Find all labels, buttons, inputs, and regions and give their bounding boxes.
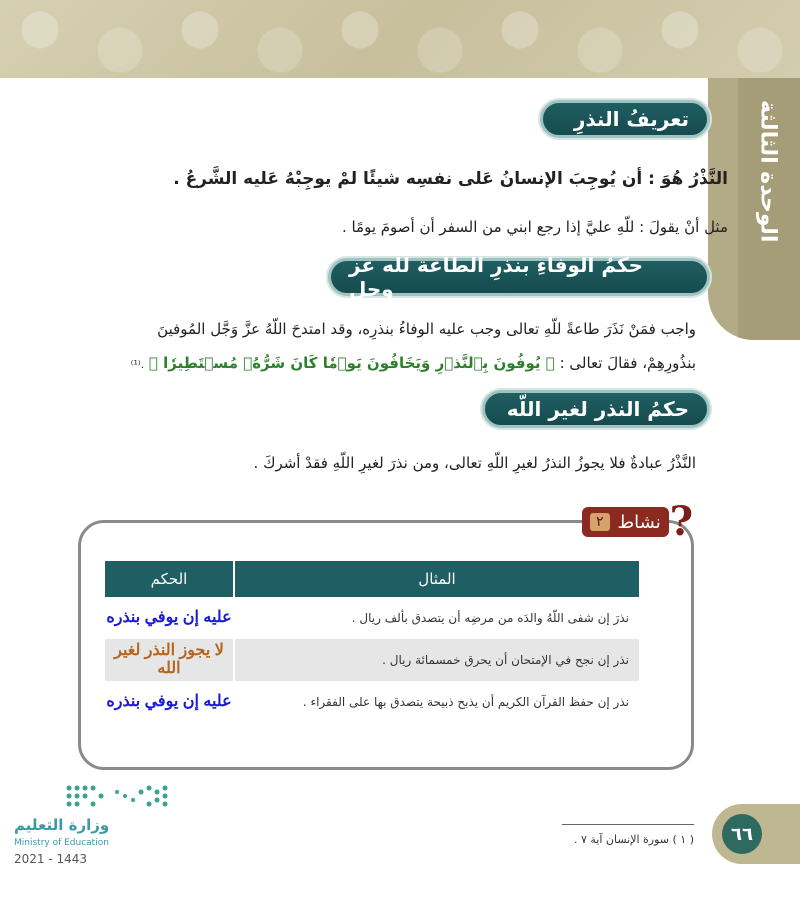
fulfillment-line-2-prefix: بنذُورِهِمْ، فقالَ تعالى : xyxy=(559,354,696,372)
ruling-cell[interactable]: عليه إن يوفي بنذره xyxy=(104,681,234,723)
definition-example: مثل أنْ يقولَ : للّهِ عليَّ إذا رجع ابني من السفر أن أصومَ يومًا . xyxy=(341,218,728,236)
activity-label-text: نشاط xyxy=(617,511,661,533)
ruling-cell[interactable]: عليه إن يوفي بنذره xyxy=(104,597,234,639)
example-cell: نذر إن حفظ القرآن الكريم أن يذبح ذبيحة يتصدق بها على الفقراء . xyxy=(234,681,639,723)
example-cell: نذر إن نجح في الإمتحان أن يحرق خمسمائة ريال . xyxy=(234,639,639,681)
section-heading-other-than-allah-text: حكمُ النذر لغير اللّه xyxy=(506,397,689,421)
ministry-name-ar: وزارة التعليم xyxy=(14,816,110,834)
ministry-logo xyxy=(14,782,164,872)
example-cell: نذرَ إن شفى اللّهُ والدَه من مرضِه أن يتصدق بألف ريال . xyxy=(234,597,639,639)
ministry-year: 2021 - 1443 xyxy=(14,852,88,866)
ministry-dots-icon xyxy=(64,782,174,810)
column-header-example: المثال xyxy=(234,561,639,597)
table-row xyxy=(104,681,639,723)
other-than-allah-text: النَّذْرُ عبادةٌ فلا يجوزُ النذرُ لغيرِ اللّهِ تعالى، ومن نذرَ لغيرِ اللّهِ فقدْ أشركَ . xyxy=(253,454,696,472)
quran-verse: ﴿ يُوفُونَ بِٱلنَّذۡرِ وَيَخَافُونَ يَوۡمٗا كَانَ شَرُّهُۥ مُسۡتَطِيرٗا ﴾ xyxy=(148,354,555,372)
section-heading-definition-text: تعريفُ النذرِ xyxy=(573,107,689,131)
fulfillment-line-2 xyxy=(131,348,696,380)
table-row xyxy=(104,597,639,639)
unit-title: الوحدة الثالثة xyxy=(755,100,781,243)
column-header-ruling: الحكم xyxy=(104,561,234,597)
footnote-divider xyxy=(562,824,694,825)
section-heading-fulfillment-text: حكمُ الوفاءِ بنذرِ الطاعة للّه عز وجل xyxy=(349,253,644,301)
footnote: ( ١ ) سورة الإنسان آية ٧ . xyxy=(573,833,694,846)
activity-number: ٢ xyxy=(590,513,610,531)
examples-table xyxy=(103,561,639,723)
section-heading-fulfillment xyxy=(328,253,710,301)
activity-tag xyxy=(582,498,694,545)
section-heading-other-than-allah xyxy=(482,390,710,428)
table-header-row xyxy=(104,561,639,597)
ruling-cell[interactable]: لا يجوز النذر لغير الله xyxy=(104,639,234,681)
question-mark-icon: ? xyxy=(669,498,694,545)
fulfillment-line-1: واجب فمَنْ نَذَرَ طاعةً للّهِ تعالى وجب عليه الوفاءُ بنذرِه، وقد امتدحَ اللّهُ عزَّ وَجَّل المُوفينَ xyxy=(157,320,696,338)
section-heading-definition xyxy=(540,100,710,138)
decorative-header-band xyxy=(0,0,800,78)
page-number: ٦٦ xyxy=(722,814,762,854)
footnote-ref: .⁽¹⁾ xyxy=(130,358,145,371)
definition-text: النَّذْرُ هُوَ : أن يُوجِبَ الإنسانُ عَلى نفسِه شيئًا لمْ يوجِبْهُ عَليه الشَّرعُ . xyxy=(173,169,728,189)
table-row xyxy=(104,639,639,681)
activity-label xyxy=(582,507,669,537)
ministry-name-en: Ministry of Education xyxy=(14,838,109,848)
unit-side-tab xyxy=(708,78,800,340)
